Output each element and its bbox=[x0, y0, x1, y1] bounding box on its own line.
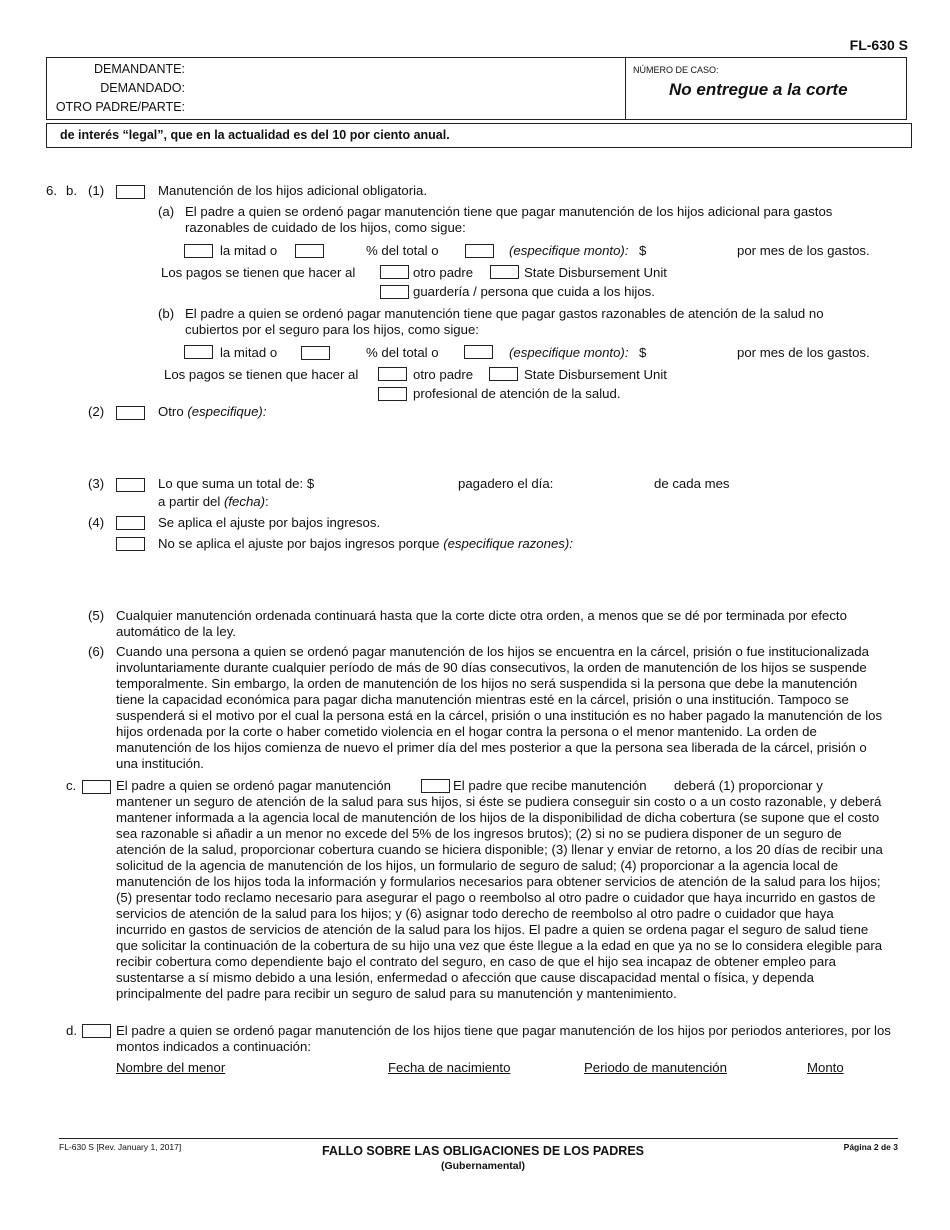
childcare-half-checkbox[interactable] bbox=[184, 244, 213, 258]
item-a-text1: El padre a quien se ordenó pagar manutención tiene que pagar manutención de los hijos adicional para gastos bbox=[185, 204, 833, 219]
item-2-label: (2) bbox=[88, 404, 105, 419]
receiving-parent-checkbox[interactable] bbox=[421, 779, 450, 793]
item-6-number: 6. bbox=[46, 183, 57, 198]
item-c-letter: c. bbox=[66, 778, 77, 793]
petitioner-label: DEMANDANTE: bbox=[94, 62, 185, 76]
item-b-text2: cubiertos por el seguro para los hijos, como sigue: bbox=[185, 322, 479, 337]
col-support-period: Periodo de manutención bbox=[584, 1060, 727, 1075]
footer-rule bbox=[59, 1138, 898, 1139]
item-3-label: (3) bbox=[88, 476, 105, 491]
half-label: la mitad o bbox=[220, 243, 278, 258]
other-specify: (especifique): bbox=[187, 404, 267, 419]
dollar-sign: $ bbox=[639, 345, 647, 360]
paying-parent-label: El padre a quien se ordenó pagar manutención bbox=[116, 778, 391, 793]
health-amount-checkbox[interactable] bbox=[464, 345, 493, 359]
reasons-hint: (especifique razones): bbox=[443, 536, 573, 551]
respondent-label: DEMANDADO: bbox=[100, 81, 185, 95]
item-c-text: mantener un seguro de atención de la salud para sus hijos, si éste se pudiera conseguir sin costo o a un costo razonable, y deberá mantener informada a la agencia local de manutención de los hijos de la disponibilidad de dicha cobertura (se supone que el costo sea razonable si añadir a un menor no excede del 5% de los ingresos brutos); (2) si no se pudiera disponer de un seguro de atención de la salud, proporcionar cobertura cuando se hiciera disponible; (3) llenar y enviar de retorno, a los 20 días de recibir una solicitud de la agencia de manutención de los hijos, un formulario de seguro de salud; (4) proporcionar a la agencia local de manutención de los hijos toda la información y formularios necesarios para obtener servicios de atención de la salud para los hijos; (5) presentar todo reclamo necesario para asegurar el pago o reembolso al otro padre o cuidador que haya incurrido en gastos de servicios de atención de la salud para los hijos; y (6) asignar todo derecho de reembolso al otro padre o cuidador que haya incurrido en gastos de servicios de atención de la salud para los hijos. El padre a quien se ordena pagar el seguro de salud tiene que solicitar la continuación de la cobertura de su hijo una vez que éste llegue a la edad en que ya no se lo considera elegible para recibir cobertura como dependiente bajo el contrato del seguro, en caso de que el hijo sea incapaz de obtener empleo para sustentarse a sí mismo debido a una lesión, enfermedad o afección que cause discapacidad mental o física, y dependa principalmente del padre para recibir un seguro de salud para su manutención y mantenimiento. bbox=[116, 794, 883, 1001]
payments-to-label: Los pagos se tienen que hacer al bbox=[164, 367, 359, 382]
other-parent-label: otro padre bbox=[413, 265, 474, 280]
receiving-parent-label: El padre que recibe manutención bbox=[453, 778, 647, 793]
col-amount: Monto bbox=[807, 1060, 844, 1075]
childcare-sdu-checkbox[interactable] bbox=[490, 265, 519, 279]
percent-label: % del total o bbox=[366, 243, 439, 258]
childcare-other-parent-checkbox[interactable] bbox=[380, 265, 409, 279]
health-half-checkbox[interactable] bbox=[184, 345, 213, 359]
low-income-not-applies-checkbox[interactable] bbox=[116, 537, 145, 551]
other-checkbox[interactable] bbox=[116, 406, 145, 420]
other-parent-label: OTRO PADRE/PARTE: bbox=[55, 100, 185, 114]
item-d-letter: d. bbox=[66, 1023, 77, 1038]
item-5-label: (5) bbox=[88, 608, 105, 623]
case-number-label: NÚMERO DE CASO: bbox=[633, 65, 719, 75]
item-d-text: El padre a quien se ordenó pagar manutención de los hijos tiene que pagar manutención de los hijos por periodos anteriores, por los montos indicados a continuación: bbox=[116, 1023, 891, 1054]
per-month-label: por mes de los gastos. bbox=[737, 243, 870, 258]
specify-amount-label: (especifique monto): bbox=[509, 243, 629, 258]
low-income-not-applies-label: No se aplica el ajuste por bajos ingresos porque bbox=[158, 536, 440, 551]
each-month-label: de cada mes bbox=[654, 476, 730, 491]
date-colon: : bbox=[265, 494, 269, 509]
health-provider-checkbox[interactable] bbox=[378, 387, 407, 401]
col-child-name: Nombre del menor bbox=[116, 1060, 226, 1075]
dollar-sign: $ bbox=[639, 243, 647, 258]
payable-day-label: pagadero el día: bbox=[458, 476, 554, 491]
health-other-parent-checkbox[interactable] bbox=[378, 367, 407, 381]
footer-subtitle: (Gubernamental) bbox=[440, 1160, 525, 1172]
item-1-text: Manutención de los hijos adicional obligatoria. bbox=[158, 183, 428, 198]
low-income-applies-checkbox[interactable] bbox=[116, 516, 145, 530]
health-sdu-checkbox[interactable] bbox=[489, 367, 518, 381]
start-date-text bbox=[158, 494, 269, 510]
footer-page: Página 2 de 3 bbox=[843, 1142, 898, 1152]
low-income-applies-label: Se aplica el ajuste por bajos ingresos. bbox=[158, 515, 381, 530]
item-4-label: (4) bbox=[88, 515, 105, 530]
percent-label: % del total o bbox=[366, 345, 439, 360]
other-text bbox=[158, 404, 267, 420]
item-6-text: Cuando una persona a quien se ordenó pagar manutención de los hijos se encuentra en la cárcel, prisión o fue institucionalizada involuntariamente durante cualquier período de más de 90 días consecutivos, la orden de manutención de los hijos se suspende temporalmente. Sin embargo, la orden de manutención de los hijos no será suspendida si la persona que debe la manutención tiene la capacidad económica para pagar dicha manutención mientras esté en la cárcel, prisión o una institución. Tampoco se suspenderá si el motivo por el cual la persona está en la cárcel, prisión o una institución es no haber pagado la manutención de los hijos ordenada por la corte o haber cometido violencia en el hogar contra la persona o el menor mantenido. La orden de manutención de los hijos comienza de nuevo el primer día del mes posterior a que la persona sea liberada de la cárcel, prisión o una institución. bbox=[116, 644, 883, 771]
date-hint: (fecha) bbox=[223, 494, 266, 509]
item-a-label: (a) bbox=[158, 204, 175, 219]
half-label: la mitad o bbox=[220, 345, 278, 360]
item-1-label: (1) bbox=[88, 183, 105, 198]
specify-amount-label: (especifique monto): bbox=[509, 345, 629, 360]
other-parent-label: otro padre bbox=[413, 367, 474, 382]
item-5-text: Cualquier manutención ordenada continuará hasta que la corte dicte otra orden, a menos que se dé por terminada por efecto automático de la ley. bbox=[116, 608, 847, 639]
childcare-percent-field[interactable] bbox=[295, 244, 324, 258]
footer-revision: FL-630 S [Rev. January 1, 2017] bbox=[59, 1142, 182, 1152]
sdu-label: State Disbursement Unit bbox=[524, 265, 667, 280]
paying-parent-checkbox[interactable] bbox=[82, 780, 111, 794]
item-b-letter: b. bbox=[66, 183, 77, 198]
shall-label: deberá (1) proporcionar y bbox=[674, 778, 823, 793]
total-label: Lo que suma un total de: $ bbox=[158, 476, 315, 491]
payments-to-label: Los pagos se tienen que hacer al bbox=[161, 265, 356, 280]
item-b-text1: El padre a quien se ordenó pagar manutención tiene que pagar gastos razonables de atención de la salud no bbox=[185, 306, 824, 321]
continuation-text: de interés “legal”, que en la actualidad es del 10 por ciento anual. bbox=[60, 128, 450, 142]
childcare-provider-checkbox[interactable] bbox=[380, 285, 409, 299]
per-month-label: por mes de los gastos. bbox=[737, 345, 870, 360]
childcare-amount-checkbox[interactable] bbox=[465, 244, 494, 258]
low-income-not-applies-text bbox=[158, 536, 573, 552]
health-provider-label: profesional de atención de la salud. bbox=[413, 386, 621, 401]
item-6-label: (6) bbox=[88, 644, 105, 659]
start-date-label: a partir del bbox=[158, 494, 221, 509]
childcare-provider-label: guardería / persona que cuida a los hijos. bbox=[413, 284, 655, 299]
additional-support-checkbox[interactable] bbox=[116, 185, 145, 199]
footer-title: FALLO SOBRE LAS OBLIGACIONES DE LOS PADRES bbox=[321, 1144, 644, 1158]
arrears-checkbox[interactable] bbox=[82, 1024, 111, 1038]
col-birth-date: Fecha de nacimiento bbox=[388, 1060, 511, 1075]
total-checkbox[interactable] bbox=[116, 478, 145, 492]
item-a-text2: razonables de cuidado de los hijos, como sigue: bbox=[185, 220, 466, 235]
item-b-label: (b) bbox=[158, 306, 175, 321]
health-percent-field[interactable] bbox=[301, 346, 330, 360]
sdu-label: State Disbursement Unit bbox=[524, 367, 667, 382]
caption-divider bbox=[625, 57, 626, 120]
other-label: Otro bbox=[158, 404, 184, 419]
case-note: No entregue a la corte bbox=[669, 80, 848, 99]
form-id: FL-630 S bbox=[849, 37, 908, 53]
